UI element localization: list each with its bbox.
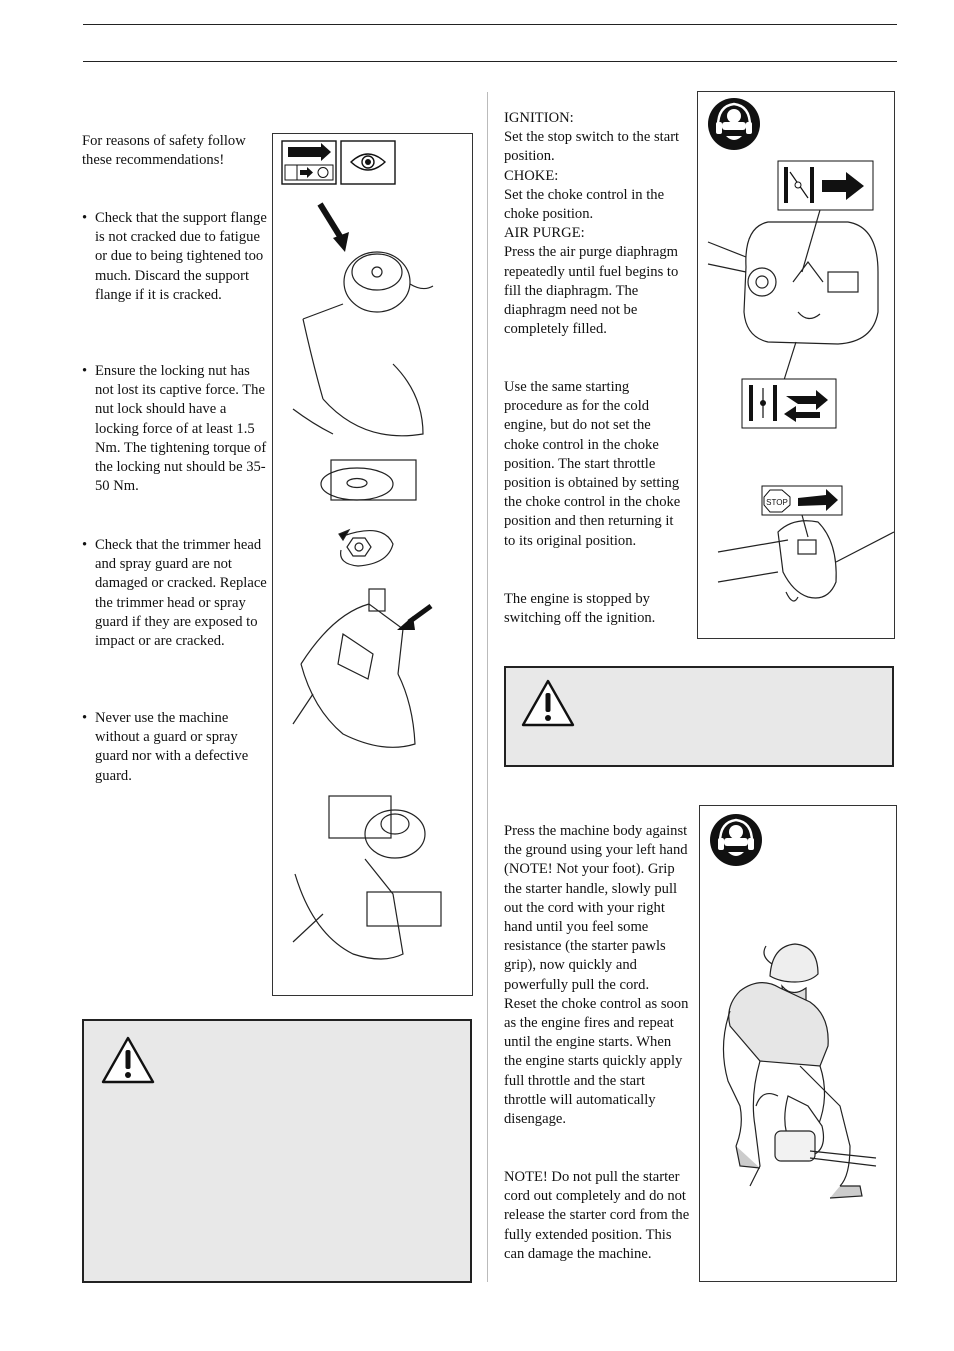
- warm-engine-text: Use the same starting procedure as for the cold engine, but do not set the choke control in the choke position. The start throttle position is obtained by setting the choke control in the choke position and then returning it to its original position.: [504, 379, 681, 549]
- starting-position-box: [699, 805, 897, 1282]
- choke-heading: CHOKE:: [504, 167, 559, 184]
- air-purge-symbol-icon: [742, 379, 836, 428]
- inspect-eye-icon: [341, 141, 395, 184]
- starting-position-illustration: [700, 806, 896, 1281]
- choke-reset-instructions: Reset the choke control as soon as the engine fires and repeat until the engine starts. When the engine starts quickly apply full throttle and the start throttle will automatically disengage.: [504, 995, 689, 1128]
- ignition-text: Set the stop switch to the start position.: [504, 129, 680, 165]
- engine-housing-drawing: [708, 210, 878, 380]
- warning-box-right: [504, 666, 894, 767]
- svg-text:STOP: STOP: [766, 498, 788, 507]
- warning-triangle-icon: [100, 1035, 156, 1085]
- bullet-locking-nut: • Ensure the locking nut has not lost its captive force. The nut lock should have a locking force of at least 1.5 Nm. The tightening torque of the locking nut should be 35-50 Nm.: [82, 363, 267, 495]
- read-manual-icon: [282, 141, 336, 184]
- bullet-never-use: • Never use the machine without a guard or spray guard nor with a defective guard.: [82, 710, 249, 784]
- ignition-heading: IGNITION:: [504, 110, 574, 126]
- warning-box-left: [82, 1019, 472, 1283]
- trimmer-illustrations: [273, 134, 472, 995]
- warning-triangle-icon: [520, 678, 576, 728]
- choke-text: Set the choke control in the choke position.: [504, 186, 665, 223]
- spray-guard-drawing: [293, 589, 415, 747]
- trimmer-assembly-drawing: [293, 796, 441, 959]
- engine-controls-box: [697, 91, 895, 639]
- engine-controls-illustration: [698, 92, 894, 638]
- choke-symbol-icon: [778, 161, 873, 210]
- pull-instructions: Press the machine body against the ground using your left hand (NOTE! Not your foot). Grip the starter handle, slowly pull out the cord with your right hand until you feel some resistance (the starter pawls grip), now quickly and powerfully pull the cord.: [504, 823, 688, 993]
- bullet-trimmer-head: • Check that the trimmer head and spray guard are not damaged or cracked. Replace the trimmer head or spray guard if they are exposed to impact or are cracked.: [82, 537, 267, 650]
- ear-protection-icon: [710, 814, 762, 866]
- throttle-handle-drawing: [718, 515, 894, 601]
- header-rule-bottom: [83, 61, 897, 62]
- air-purge-heading: AIR PURGE:: [504, 225, 585, 242]
- header-rule-top: [83, 24, 897, 25]
- locking-nut-drawing: [339, 530, 393, 566]
- stop-engine-text: The engine is stopped by switching off the ignition.: [504, 591, 656, 627]
- ear-protection-icon: [708, 98, 760, 150]
- trimmer-head-drawing-1: [293, 252, 433, 436]
- note-text: NOTE! Do not pull the starter cord out completely and do not release the starter cord from the fully extended position. This can damage the machine.: [504, 1169, 690, 1262]
- operator-figure-drawing: [723, 944, 876, 1198]
- bullet-support-flange: • Check that the support flange is not cracked due to fatigue or due to being tightened too much. Discard the support flange if it is cracked.: [82, 210, 267, 303]
- starting-pull-text: [504, 822, 690, 1129]
- intro-text: For reasons of safety follow these recommendations!: [82, 133, 246, 169]
- trimmer-illustration-box: [272, 133, 473, 996]
- starting-steps: [504, 109, 686, 339]
- support-flange-drawing: [321, 460, 416, 500]
- air-purge-text: Press the air purge diaphragm repeatedly until fuel begins to fill the diaphragm. The diaphragm need not be completely filled.: [504, 244, 679, 338]
- stop-switch-icon: [762, 486, 842, 515]
- column-divider: [487, 92, 488, 1282]
